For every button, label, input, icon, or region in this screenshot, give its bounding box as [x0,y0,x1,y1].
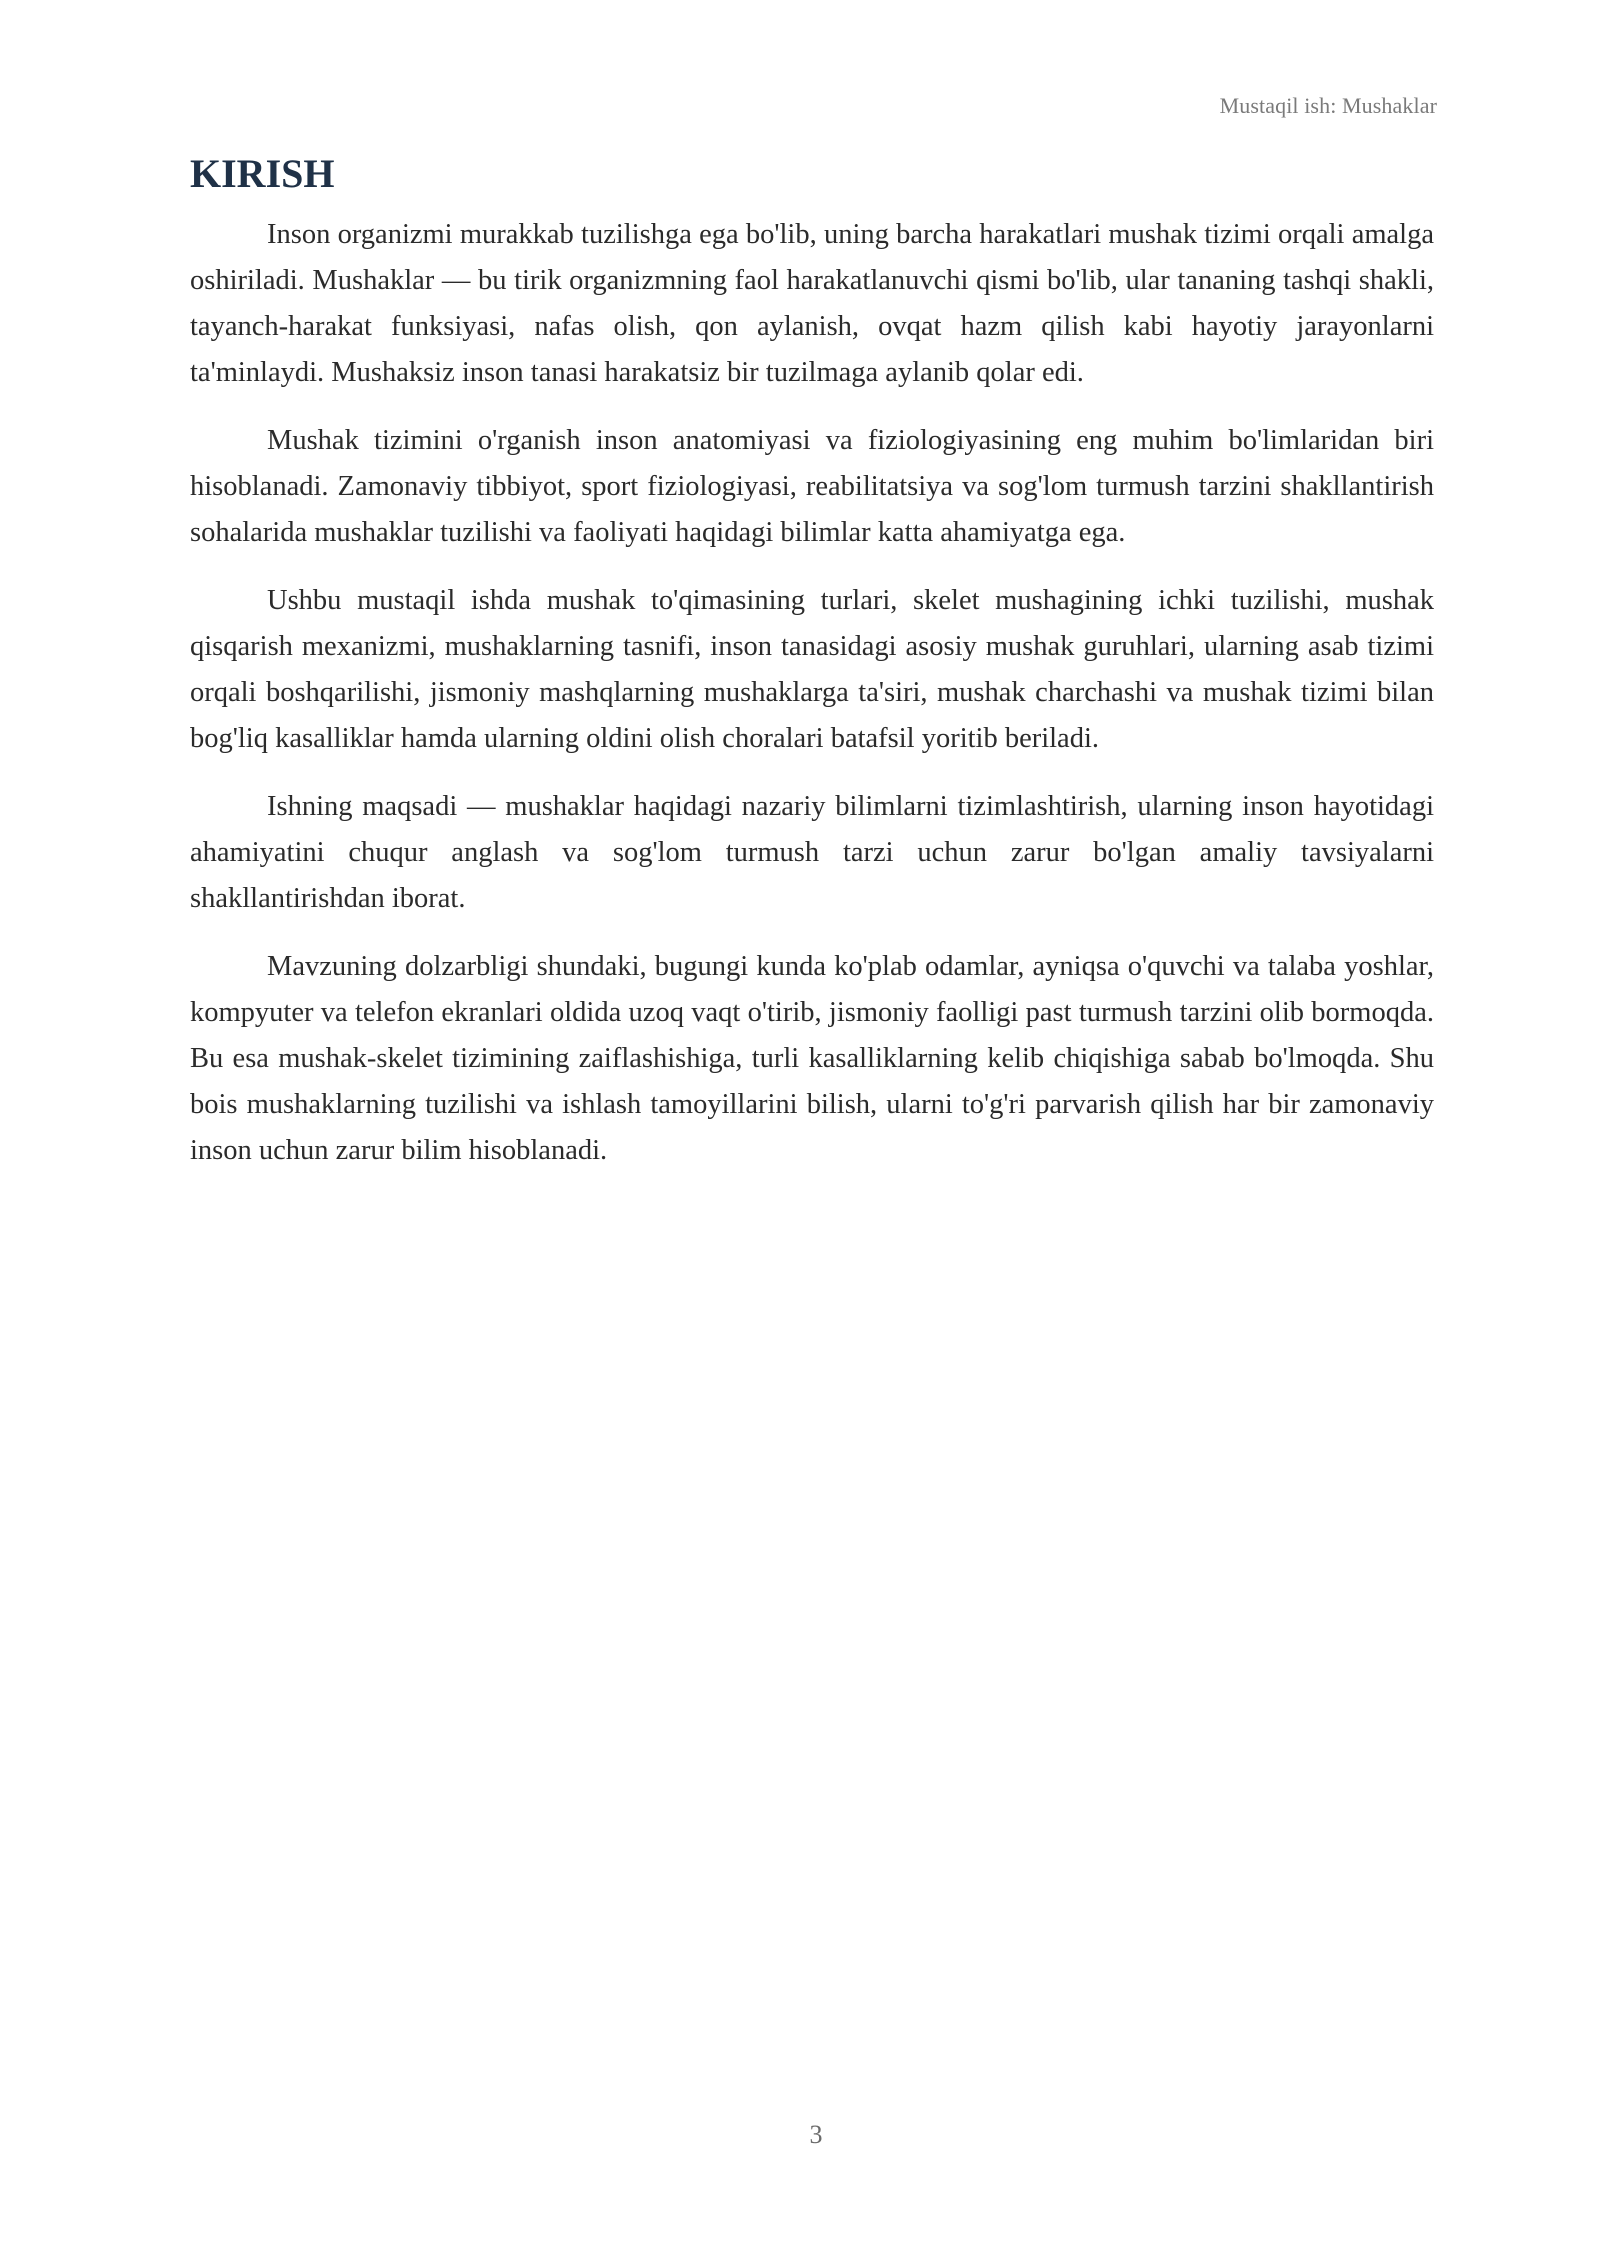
paragraph-4: Ishning maqsadi — mushaklar haqidagi nazariy bilimlarni tizimlashtirish, ularning inson hayotidagi ahamiyatini chuqur anglash va sog'lom turmush tarzi uchun zarur bo'lgan amaliy tavsiyalarni shakllantirishdan iborat. [190,791,1434,914]
page-number: 3 [809,2120,823,2149]
page-content [190,150,1434,1196]
paragraph-2: Mushak tizimini o'rganish inson anatomiyasi va fiziologiyasining eng muhim bo'limlaridan biri hisoblanadi. Zamonaviy tibbiyot, sport fiziologiyasi, reabilitatsiya va sog'lom turmush tarzini shakllantirish sohalarida mushaklar tuzilishi va faoliyati haqidagi bilimlar katta ahamiyatga ega. [190,425,1434,548]
section-title: KIRISH [190,151,335,196]
paragraph-5: Mavzuning dolzarbligi shundaki, bugungi kunda ko'plab odamlar, ayniqsa o'quvchi va talaba yoshlar, kompyuter va telefon ekranlari oldida uzoq vaqt o'tirib, jismoniy faolligi past turmush tarzini olib bormoqda. Bu esa mushak-skelet tizimining zaiflashishiga, turli kasalliklarning kelib chiqishiga sabab bo'lmoqda. Shu bois mushaklarning tuzilishi va ishlash tamoyillarini bilish, ularni to'g'ri parvarish qilish har bir zamonaviy inson uchun zarur bilim hisoblanadi. [190,951,1434,1166]
running-header: Mustaqil ish: Mushaklar [1219,93,1437,118]
paragraph-1: Inson organizmi murakkab tuzilishga ega bo'lib, uning barcha harakatlari mushak tizimi orqali amalga oshiriladi. Mushaklar — bu tirik organizmning faol harakatlanuvchi qismi bo'lib, ular tananing tashqi shakli, tayanch-harakat funksiyasi, nafas olish, qon aylanish, ovqat hazm qilish kabi hayotiy jarayonlarni ta'minlaydi. Mushaksiz inson tanasi harakatsiz bir tuzilmaga aylanib qolar edi. [190,219,1434,388]
paragraph-3: Ushbu mustaqil ishda mushak to'qimasining turlari, skelet mushagining ichki tuzilishi, mushak qisqarish mexanizmi, mushaklarning tasnifi, inson tanasidagi asosiy mushak guruhlari, ularning asab tizimi orqali boshqarilishi, jismoniy mashqlarning mushaklarga ta'siri, mushak charchashi va mushak tizimi bilan bog'liq kasalliklar hamda ularning oldini olish choralari batafsil yoritib beriladi. [190,585,1434,754]
